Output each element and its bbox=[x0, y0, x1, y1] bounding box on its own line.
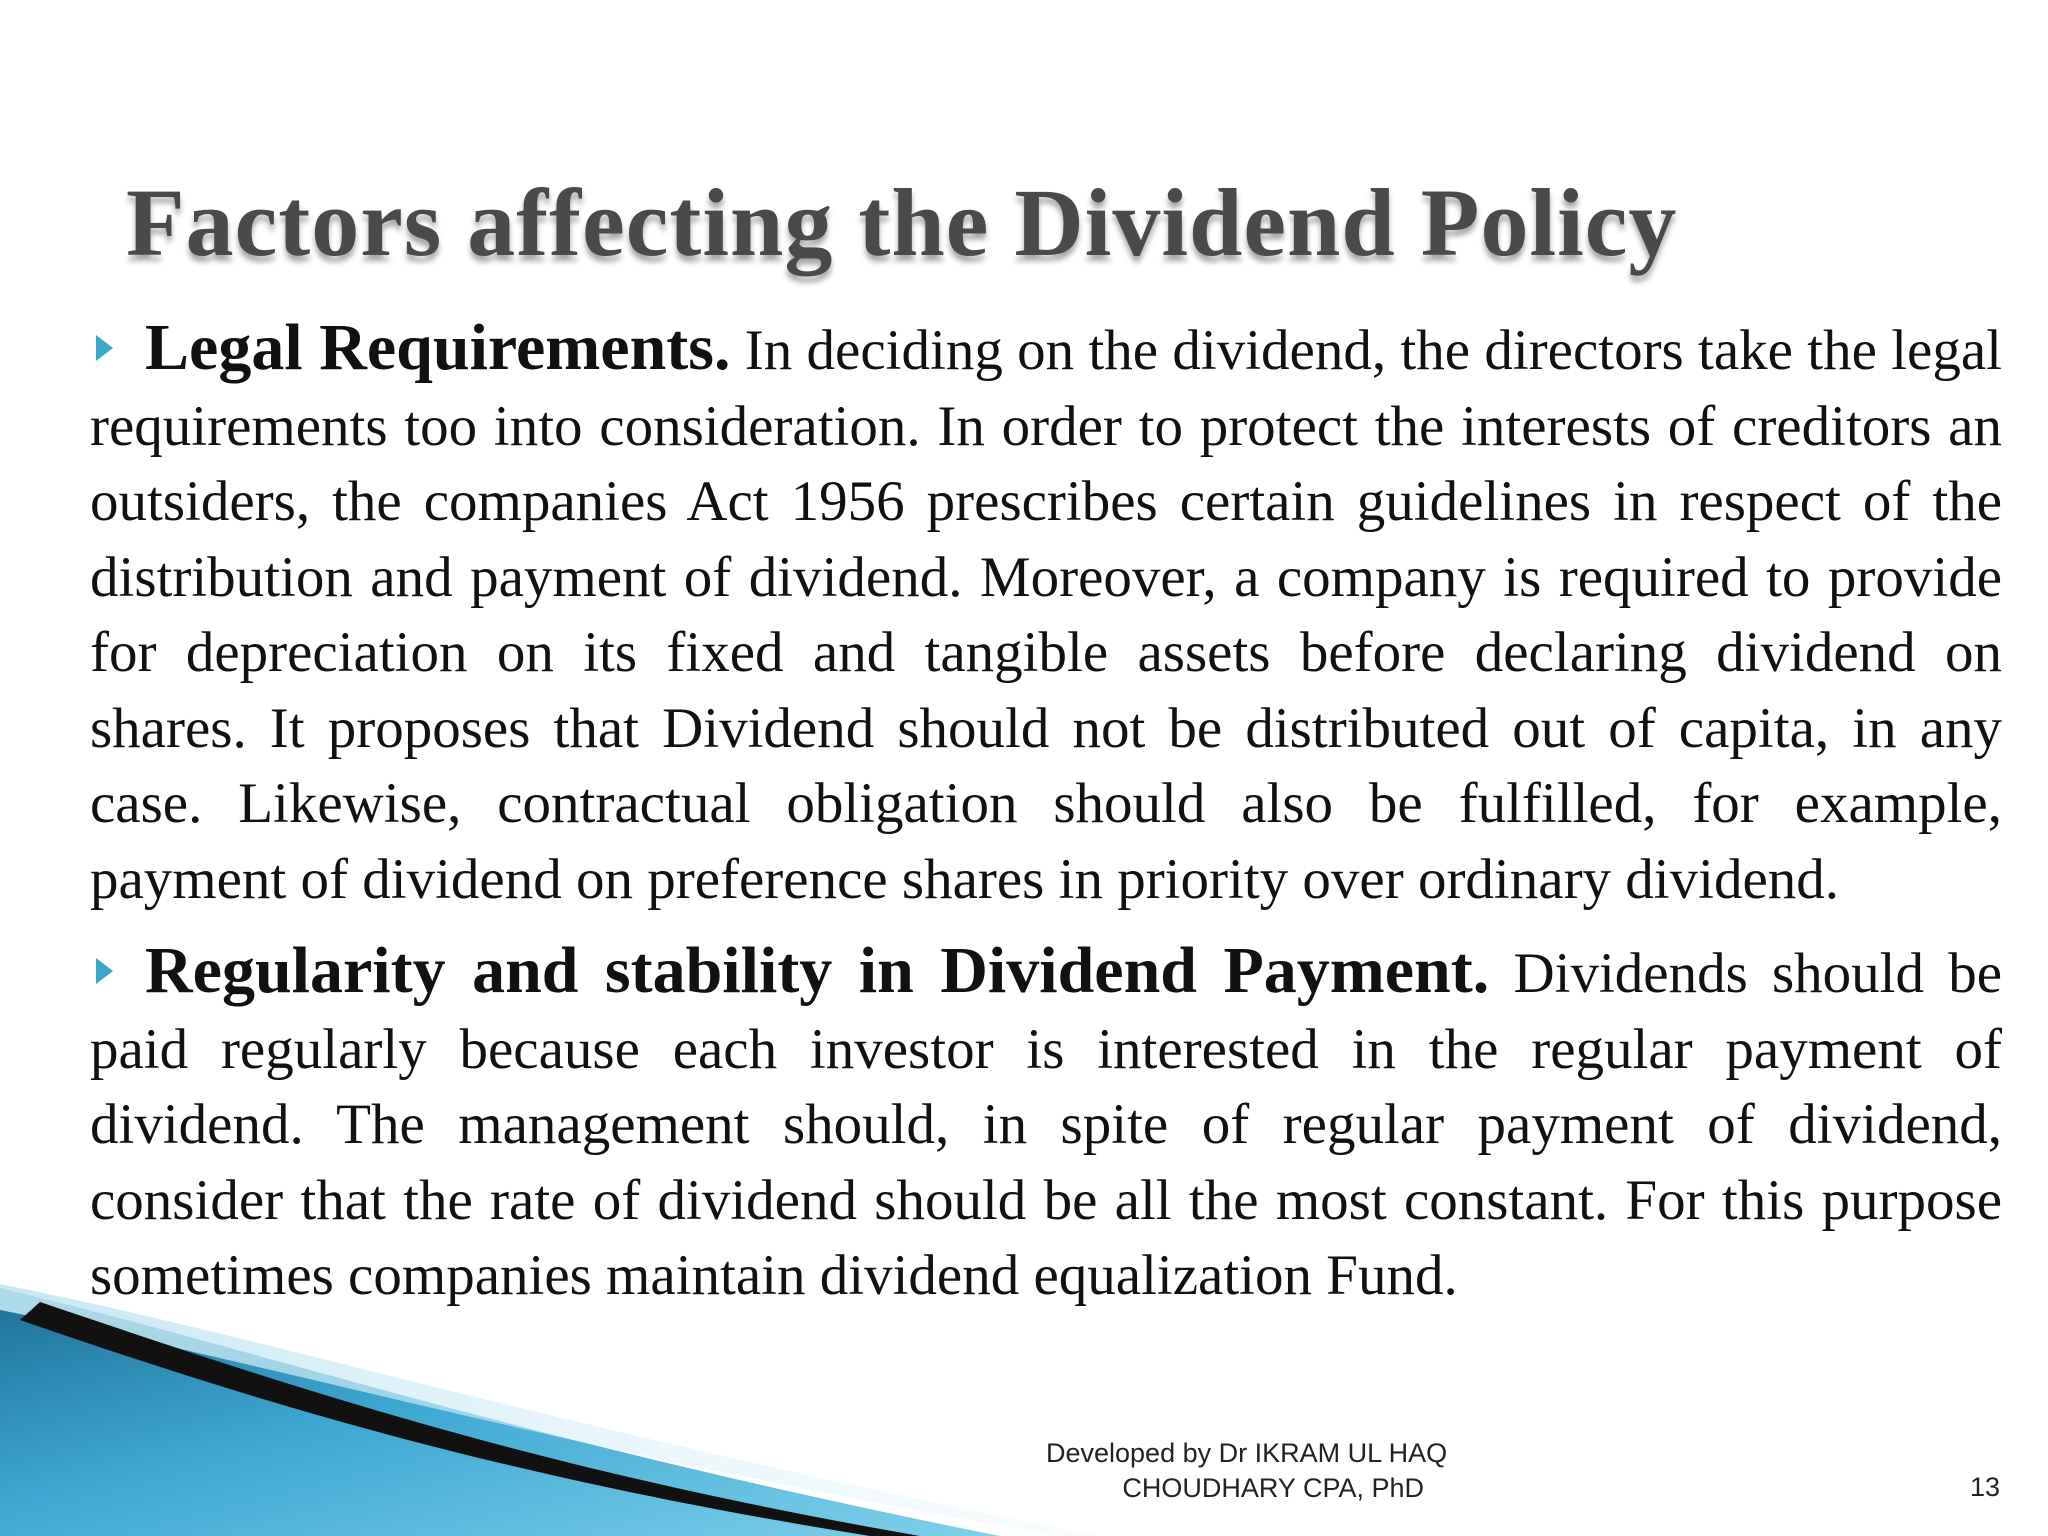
bullet-text: In deciding on the dividend, the directors take the legal requirements too into consideration. In order to protect the interests of creditors an outsiders, the companies Act 1956 prescribes certain guidelines in respect of the distribution and payment of dividend. Moreover, a company is required to provide for depreciation on its fixed and tangible assets before declaring dividend on shares. It proposes that Dividend should not be distributed out of capita, in any case. Likewise, contractual obligation should also be fulfilled, for example, payment of dividend on preference shares in priority over ordinary dividend. bbox=[90, 319, 2002, 911]
page-number: 13 bbox=[1969, 1472, 2000, 1502]
corner-swoosh-decoration bbox=[0, 1280, 1100, 1536]
bullet-legal-requirements bbox=[90, 310, 2002, 917]
slide-title: Factors affecting the Dividend Policy bbox=[126, 169, 1678, 276]
bullet-text: Dividends should be paid regularly because each investor is interested in the regular payment of dividend. The management should, in spite of regular payment of dividend, consider that the rate of dividend should be all the most constant. For this purpose sometimes companies maintain dividend equalization Fund. bbox=[90, 942, 2003, 1307]
triangle-bullet-icon bbox=[96, 335, 113, 361]
bullet-heading: Regularity and stability in Dividend Payment. bbox=[145, 934, 1490, 1007]
footer-credit bbox=[940, 1436, 1480, 1506]
slide-content bbox=[90, 310, 2002, 1314]
bullet-heading: Legal Requirements. bbox=[145, 311, 731, 384]
bullet-regularity-stability bbox=[90, 933, 2002, 1314]
triangle-bullet-icon bbox=[96, 958, 113, 984]
footer-credit-line2: CHOUDHARY CPA, PhD bbox=[1122, 1473, 1424, 1503]
footer-credit-line1: Developed by Dr IKRAM UL HAQ bbox=[1046, 1438, 1448, 1468]
